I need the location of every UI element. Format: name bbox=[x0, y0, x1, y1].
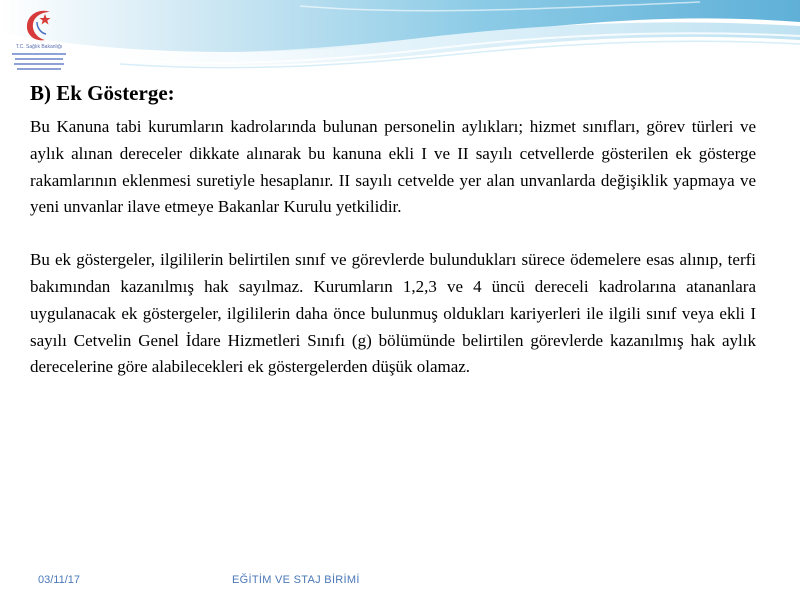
logo-subline bbox=[15, 58, 63, 60]
logo-subline bbox=[14, 63, 64, 65]
logo-subline bbox=[12, 53, 66, 55]
header-wave-decoration bbox=[0, 0, 800, 90]
footer-date: 03/11/17 bbox=[38, 574, 81, 586]
crescent-star-icon bbox=[4, 4, 74, 44]
paragraph-2: Bu ek göstergeler, ilgililerin belirtilen sınıf ve görevlerde bulundukları sürece ödemelere esas alınıp, terfi bakımından kazanılmış hak sayılmaz. Kurumların 1,2,3 ve 4 üncü dereceli kadrolarına atananlara uygulanacak ek göstergeler, ilgililerin daha önce bulunmuş oldukları kariyerleri ile ilgili sınıf veya ekli I sayılı Cetvelin Genel İdare Hizmetleri Sınıfı (g) bölümünde belirtilen görevlerde kazanılmış hak aylık derecelerine göre alabilecekleri ek göstergelerden düşük olamaz. bbox=[30, 250, 756, 377]
logo-subline bbox=[17, 68, 61, 70]
paragraph-1: Bu Kanuna tabi kurumların kadrolarında bulunan personelin aylıkları; hizmet sınıfları, görev türleri ve aylık alınan dereceler dikkate alınarak bu kanuna ekli I ve II sayılı cetvellerde gösterilen ek gösterge rakamlarının eklenmesi suretiyle hesaplanır. II sayılı cetvelde yer alan unvanlarda değişiklik yapmaya ve yeni unvanlar ilave etmeye Bakanlar Kurulu yetkilidir. bbox=[30, 117, 756, 217]
slide-content bbox=[30, 78, 756, 381]
slide-heading: B) Ek Gösterge: bbox=[30, 81, 175, 105]
logo-title: T.C. Sağlık Bakanlığı bbox=[15, 44, 63, 50]
ministry-logo bbox=[4, 4, 74, 72]
footer-unit-name: EĞİTİM VE STAJ BİRİMİ bbox=[232, 574, 360, 586]
